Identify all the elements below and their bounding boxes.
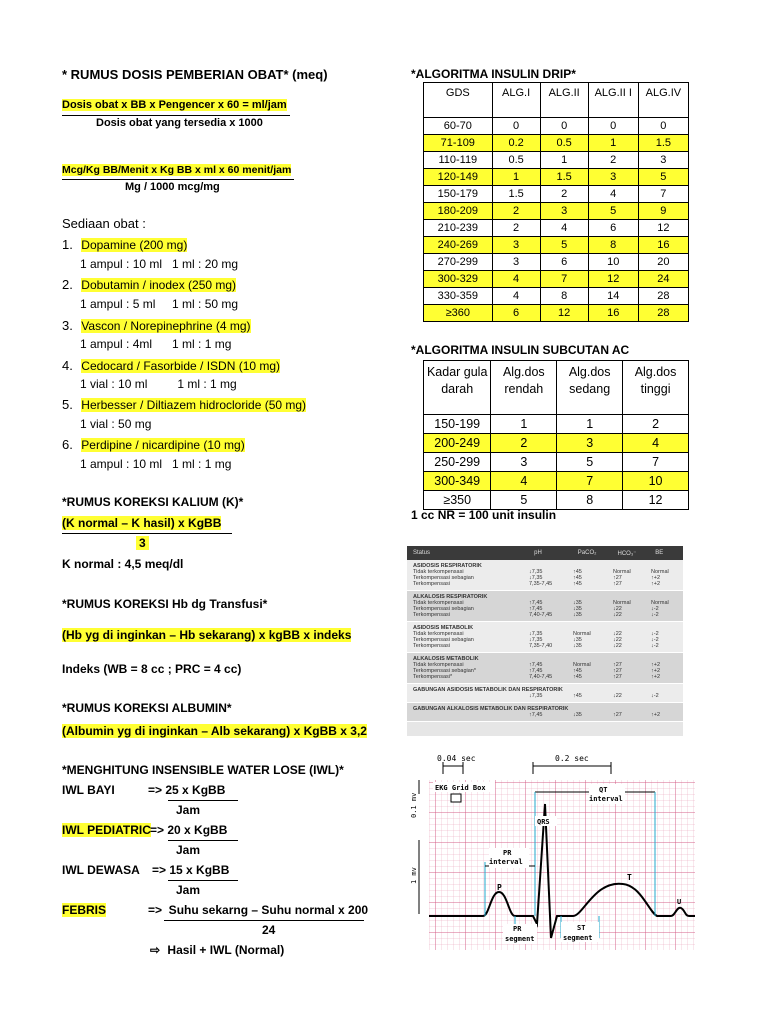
table-cell: 5	[588, 203, 638, 220]
abg-cell: ↓22	[613, 631, 622, 637]
table-cell: ≥360	[424, 305, 493, 322]
table-cell: 71-109	[424, 135, 493, 152]
table-cell: 240-269	[424, 237, 493, 254]
ekg-label-st: ST	[577, 924, 586, 932]
table-cell: 5	[540, 237, 588, 254]
drug-item: 5. Herbesser / Diltiazem hidrocloride (50 mg)	[62, 397, 307, 412]
table-cell: 12	[540, 305, 588, 322]
table-cell: 1	[557, 415, 623, 434]
formula1-denominator: Dosis obat yang tersedia x 1000	[96, 117, 263, 129]
iwl-dewasa-line	[168, 880, 238, 881]
abg-cell: ↑7,45	[529, 662, 543, 668]
abg-group-title: ASIDOSIS RESPIRATORIK	[413, 563, 482, 569]
table-cell: 110-119	[424, 152, 493, 169]
abg-cell	[413, 693, 529, 699]
table-cell: 12	[588, 271, 638, 288]
table-cell: 3	[638, 152, 688, 169]
table-cell: 250-299	[424, 453, 491, 472]
abg-cell: ↑7,45	[529, 712, 543, 718]
ekg-grid-box	[451, 794, 461, 802]
table-cell: 8	[540, 288, 588, 305]
abg-cell: ↑45	[573, 569, 582, 575]
table-cell: 3	[540, 203, 588, 220]
table-row	[424, 186, 689, 203]
abg-cell: Terkompensasi sebagian	[413, 575, 474, 581]
col-header: ALG.II I	[588, 83, 638, 118]
table-cell: 3	[588, 169, 638, 186]
abg-group	[407, 703, 683, 722]
kalium-normal: K normal : 4,5 meq/dl	[62, 557, 184, 571]
abg-cell: ↑7,45	[529, 600, 543, 606]
ekg-label-u: U	[677, 898, 682, 906]
table-cell: 1.5	[638, 135, 688, 152]
abg-cell: 7,40-7,45	[529, 674, 553, 680]
drip-title: *ALGORITMA INSULIN DRIP*	[411, 67, 576, 81]
table-cell: 14	[588, 288, 638, 305]
table-cell: 150-179	[424, 186, 493, 203]
iwl-bayi-line	[168, 800, 238, 801]
abg-cell: ↑45	[573, 581, 582, 587]
table-cell: 1	[540, 152, 588, 169]
ekg-diagram	[405, 752, 695, 952]
table-cell: 2	[491, 434, 557, 453]
abg-cell: ↓-2	[651, 612, 659, 618]
abg-status-table	[407, 546, 683, 736]
table-cell: 210-239	[424, 220, 493, 237]
abg-cell: ↑+2	[651, 712, 661, 718]
table-row	[424, 118, 689, 135]
table-cell: 0.5	[492, 152, 540, 169]
iwl-title: *MENGHITUNG INSENSIBLE WATER LOSE (IWL)*	[62, 763, 344, 777]
dose-title: * RUMUS DOSIS PEMBERIAN OBAT* (meq)	[62, 67, 328, 82]
ekg-label-qrs: QRS	[537, 818, 550, 826]
table-cell: 8	[557, 491, 623, 510]
table-cell: 4	[588, 186, 638, 203]
table-cell: 5	[557, 453, 623, 472]
table-cell: 7	[638, 186, 688, 203]
insulin-drip-table	[423, 82, 689, 322]
abg-row	[413, 612, 683, 618]
table-cell: 120-149	[424, 169, 493, 186]
ekg-label-qt: QT	[599, 786, 608, 794]
drug-detail: 1 ampul : 10 ml 1 ml : 1 mg	[80, 457, 232, 471]
table-cell: 9	[638, 203, 688, 220]
abg-cell: ↓-2	[651, 606, 659, 612]
table-cell: 2	[588, 152, 638, 169]
table-cell: 12	[638, 220, 688, 237]
subcutan-title: *ALGORITMA INSULIN SUBCUTAN AC	[411, 343, 630, 357]
abg-cell: ↓-2	[651, 693, 659, 699]
drug-name: Dopamine (200 mg)	[81, 238, 188, 252]
abg-row	[413, 693, 683, 699]
table-row	[424, 415, 689, 434]
ekg-label-qt-interval: interval	[589, 795, 623, 803]
abg-cell: 7,35-7,45	[529, 581, 553, 587]
abg-cell: Terkompensasi sebagian*	[413, 668, 476, 674]
table-cell: 330-359	[424, 288, 493, 305]
drug-item: 3. Vascon / Norepinephrine (4 mg)	[62, 318, 251, 333]
abg-row	[413, 643, 683, 649]
ekg-label-box: EKG Grid Box	[435, 784, 486, 792]
table-cell: 300-329	[424, 271, 493, 288]
table-cell: 16	[588, 305, 638, 322]
abg-cell	[413, 712, 529, 718]
drug-name: Vascon / Norepinephrine (4 mg)	[81, 319, 251, 333]
table-cell: 28	[638, 305, 688, 322]
col-header: Alg.dos tinggi	[623, 361, 689, 415]
insulin-note: 1 cc NR = 100 unit insulin	[411, 508, 557, 522]
table-cell: 2	[540, 186, 588, 203]
abg-cell: Terkompensasi	[413, 581, 450, 587]
formula2-denominator: Mg / 1000 mcg/mg	[125, 181, 220, 193]
ekg-label-pr: PR	[503, 849, 512, 857]
abg-cell: ↑+2	[651, 581, 661, 587]
abg-cell: ↑27	[613, 668, 622, 674]
table-cell: 16	[638, 237, 688, 254]
ekg-label-p: P	[497, 883, 502, 892]
table-cell: 1	[492, 169, 540, 186]
abg-group-title: GABUNGAN ALKALOSIS METABOLIK DAN RESPIRATORIK	[413, 706, 569, 712]
table-cell: 5	[491, 491, 557, 510]
drug-item: 1. Dopamine (200 mg)	[62, 237, 188, 252]
table-cell: 8	[588, 237, 638, 254]
abg-cell: Tidak terkompensasi	[413, 569, 464, 575]
iwl-dewasa-formula: => 15 x KgBB	[152, 863, 230, 877]
drug-detail: 1 vial : 10 ml 1 ml : 1 mg	[80, 377, 237, 391]
abg-cell: Terkompensasi	[413, 643, 450, 649]
abg-group	[407, 653, 683, 684]
col-header: ALG.I	[492, 83, 540, 118]
abg-cell: Normal	[613, 600, 631, 606]
table-row	[424, 472, 689, 491]
drug-detail: 1 ampul : 5 ml 1 ml : 50 mg	[80, 297, 239, 311]
table-cell: 5	[638, 169, 688, 186]
table-row	[424, 203, 689, 220]
iwl-ped-formula: => 20 x KgBB	[150, 823, 228, 837]
table-cell: 300-349	[424, 472, 491, 491]
table-cell: 4	[492, 271, 540, 288]
hasil-row	[150, 943, 284, 957]
table-row	[424, 254, 689, 271]
abg-cell: ↑27	[613, 662, 622, 668]
iwl-ped-line	[168, 840, 238, 841]
abg-cell: ↓35	[573, 600, 582, 606]
abg-group	[407, 622, 683, 653]
abg-cell: ↑7,45	[529, 606, 543, 612]
table-cell: 0	[492, 118, 540, 135]
abg-cell: ↓7,35	[529, 693, 543, 699]
table-row	[424, 237, 689, 254]
ekg-label-pr-segment: segment	[505, 935, 535, 943]
table-row	[424, 169, 689, 186]
abg-row	[413, 674, 683, 680]
abg-cell: ↑+2	[651, 575, 661, 581]
abg-cell: Terkompensasi sebagian	[413, 637, 474, 643]
abg-cell: ↓35	[573, 637, 582, 643]
abg-cell: ↑27	[613, 575, 622, 581]
abg-cell: ↓22	[613, 612, 622, 618]
abg-cell: Normal	[651, 600, 669, 606]
abg-cell: Normal	[651, 569, 669, 575]
table-cell: 0.2	[492, 135, 540, 152]
insulin-subcutan-table	[423, 360, 689, 510]
drug-detail: 1 ampul : 10 ml 1 ml : 20 mg	[80, 257, 239, 271]
iwl-bayi-formula: => 25 x KgBB	[148, 783, 226, 797]
table-cell: 10	[623, 472, 689, 491]
abg-cell: ↓35	[573, 606, 582, 612]
iwl-bayi-label: IWL BAYI	[62, 783, 115, 797]
abg-body	[407, 560, 683, 722]
drug-name: Cedocard / Fasorbide / ISDN (10 mg)	[81, 359, 281, 373]
iwl-dewasa-label: IWL DEWASA	[62, 863, 140, 877]
table-cell: 7	[557, 472, 623, 491]
table-cell: 10	[588, 254, 638, 271]
table-cell: 60-70	[424, 118, 493, 135]
albumin-formula: (Albumin yg di inginkan – Alb sekarang) x KgBB x 3,2	[62, 724, 367, 738]
iwl-bayi-jam: Jam	[176, 803, 201, 817]
abg-cell: ↑45	[573, 668, 582, 674]
abg-cell: ↓-2	[651, 637, 659, 643]
table-cell: 1.5	[540, 169, 588, 186]
col-header: Alg.dos sedang	[557, 361, 623, 415]
table-cell: 12	[623, 491, 689, 510]
abg-group	[407, 560, 683, 591]
table-row	[424, 434, 689, 453]
drug-item: 2. Dobutamin / inodex (250 mg)	[62, 277, 237, 292]
iwl-dewasa-jam: Jam	[176, 883, 201, 897]
abg-cell: Terkompensasi sebagian	[413, 606, 474, 612]
table-cell: 4	[491, 472, 557, 491]
table-cell: 3	[492, 254, 540, 271]
table-cell: 1	[588, 135, 638, 152]
abg-cell: Normal	[613, 569, 631, 575]
table-cell: 0.5	[540, 135, 588, 152]
ekg-label-1mv: 1 mv	[410, 867, 418, 884]
abg-cell: ↑+2	[651, 668, 661, 674]
table-row	[424, 152, 689, 169]
ekg-label-prseg: PR	[513, 925, 522, 933]
table-cell: 200-249	[424, 434, 491, 453]
table-row	[424, 135, 689, 152]
kalium-line	[62, 533, 232, 534]
abg-header: Status pH PaCO₂ HCO₃⁻ BE	[407, 546, 683, 560]
ekg-label-t: T	[627, 873, 632, 882]
iwl-ped-label: IWL PEDIATRIC	[62, 823, 151, 837]
febris-line	[164, 920, 364, 921]
abg-cell: ↑27	[613, 674, 622, 680]
table-cell: 6	[492, 305, 540, 322]
arrow-right-icon: ⇨	[150, 943, 161, 957]
abg-cell: ↑27	[613, 581, 622, 587]
drug-name: Dobutamin / inodex (250 mg)	[81, 278, 237, 292]
sediaan-title: Sediaan obat :	[62, 216, 146, 231]
table-cell: 3	[492, 237, 540, 254]
table-cell: 4	[492, 288, 540, 305]
table-cell: 20	[638, 254, 688, 271]
abg-cell: 7,40-7,45	[529, 612, 553, 618]
febris-denominator: 24	[262, 923, 276, 937]
hb-title: *RUMUS KOREKSI Hb dg Transfusi*	[62, 597, 268, 611]
drug-detail: 1 vial : 50 mg	[80, 417, 152, 431]
abg-cell: Normal	[573, 662, 591, 668]
col-header: ALG.II	[540, 83, 588, 118]
drug-item: 6. Perdipine / nicardipine (10 mg)	[62, 437, 245, 452]
table-row	[424, 305, 689, 322]
abg-cell: Tidak terkompensasi	[413, 662, 464, 668]
abg-cell: ↓35	[573, 643, 582, 649]
abg-cell: ↓7,35	[529, 637, 543, 643]
ekg-svg	[405, 752, 695, 952]
kalium-formula: (K normal – K hasil) x KgBB	[62, 516, 222, 530]
table-cell: 3	[491, 453, 557, 472]
table-cell: 28	[638, 288, 688, 305]
abg-cell: ↑+2	[651, 674, 661, 680]
abg-cell: ↓-2	[651, 631, 659, 637]
hasil-text: Hasil + IWL (Normal)	[167, 943, 285, 957]
abg-cell: ↓22	[613, 693, 622, 699]
abg-cell: ↓35	[573, 612, 582, 618]
abg-row	[413, 581, 683, 587]
col-header: Kadar gula darah	[424, 361, 491, 415]
iwl-ped-jam: Jam	[176, 843, 201, 857]
abg-cell: ↓-2	[651, 643, 659, 649]
abg-cell: ↓35	[573, 712, 582, 718]
table-row	[424, 453, 689, 472]
abg-cell: Tidak terkompensasi	[413, 631, 464, 637]
table-row	[424, 288, 689, 305]
table-cell: 0	[540, 118, 588, 135]
table-cell: 150-199	[424, 415, 491, 434]
kalium-title: *RUMUS KOREKSI KALIUM (K)*	[62, 495, 244, 509]
table-cell: 180-209	[424, 203, 493, 220]
ekg-label-pr-interval: interval	[489, 858, 523, 866]
ekg-label-004: 0.04 sec	[437, 754, 476, 763]
kalium-denominator: 3	[136, 536, 149, 550]
abg-cell: ↑45	[573, 674, 582, 680]
abg-cell: Terkompensasi*	[413, 674, 453, 680]
abg-cell: ↓22	[613, 606, 622, 612]
abg-cell: ↓22	[613, 643, 622, 649]
col-header: ALG.IV	[638, 83, 688, 118]
table-cell: 7	[623, 453, 689, 472]
table-cell: 6	[588, 220, 638, 237]
table-row	[424, 220, 689, 237]
table-cell: 4	[623, 434, 689, 453]
table-cell: 6	[540, 254, 588, 271]
ekg-label-st-segment: segment	[563, 934, 593, 942]
abg-cell: ↑+2	[651, 662, 661, 668]
table-cell: 2	[492, 220, 540, 237]
col-header: Alg.dos rendah	[491, 361, 557, 415]
febris-label: FEBRIS	[62, 903, 107, 917]
formula2-line	[62, 179, 294, 180]
table-cell: 2	[492, 203, 540, 220]
abg-row	[413, 712, 683, 718]
ekg-label-01mv: 0.1 mv	[410, 792, 418, 818]
abg-group-title: ASIDOSIS METABOLIK	[413, 625, 474, 631]
abg-cell: ↑45	[573, 575, 582, 581]
table-cell: ≥350	[424, 491, 491, 510]
formula2-numerator: Mcg/Kg BB/Menit x Kg BB x ml x 60 menit/jam	[62, 164, 292, 176]
abg-cell: ↑27	[613, 712, 622, 718]
table-cell: 24	[638, 271, 688, 288]
hb-formula: (Hb yg di inginkan – Hb sekarang) x kgBB x indeks	[62, 628, 352, 642]
formula1-line	[62, 115, 290, 116]
abg-cell: ↓22	[613, 637, 622, 643]
table-cell: 1	[491, 415, 557, 434]
abg-cell: ↑7,45	[529, 668, 543, 674]
abg-cell: Terkompensasi	[413, 612, 450, 618]
table-row	[424, 271, 689, 288]
table-row	[424, 491, 689, 510]
abg-cell: ↓7,35	[529, 631, 543, 637]
abg-cell: Tidak terkompensasi	[413, 600, 464, 606]
table-cell: 7	[540, 271, 588, 288]
abg-group-title: GABUNGAN ASIDOSIS METABOLIK DAN RESPIRATORIK	[413, 687, 563, 693]
ekg-label-02: 0.2 sec	[555, 754, 589, 763]
drug-name: Perdipine / nicardipine (10 mg)	[81, 438, 245, 452]
table-cell: 1.5	[492, 186, 540, 203]
abg-group-title: ALKALOSIS METABOLIK	[413, 656, 479, 662]
drug-name: Herbesser / Diltiazem hidrocloride (50 mg)	[81, 398, 307, 412]
table-cell: 0	[588, 118, 638, 135]
col-header: GDS	[424, 83, 493, 118]
table-cell: 4	[540, 220, 588, 237]
febris-formula: => Suhu sekarng – Suhu normal x 200	[148, 903, 369, 917]
table-cell: 0	[638, 118, 688, 135]
formula1-numerator: Dosis obat x BB x Pengencer x 60 = ml/jam	[62, 99, 287, 111]
table-cell: 3	[557, 434, 623, 453]
drug-item: 4. Cedocard / Fasorbide / ISDN (10 mg)	[62, 358, 281, 373]
table-cell: 2	[623, 415, 689, 434]
abg-group	[407, 684, 683, 703]
abg-cell: Normal	[573, 631, 591, 637]
table-cell: 270-299	[424, 254, 493, 271]
abg-cell: 7,35-7,40	[529, 643, 553, 649]
abg-cell: ↑45	[573, 693, 582, 699]
abg-group	[407, 591, 683, 622]
hb-index: Indeks (WB = 8 cc ; PRC = 4 cc)	[62, 662, 242, 676]
abg-cell: ↓7,35	[529, 569, 543, 575]
abg-group-title: ALKALOSIS RESPIRATORIK	[413, 594, 488, 600]
drug-detail: 1 ampul : 4ml 1 ml : 1 mg	[80, 337, 232, 351]
albumin-title: *RUMUS KOREKSI ALBUMIN*	[62, 701, 232, 715]
abg-cell: ↓7,35	[529, 575, 543, 581]
